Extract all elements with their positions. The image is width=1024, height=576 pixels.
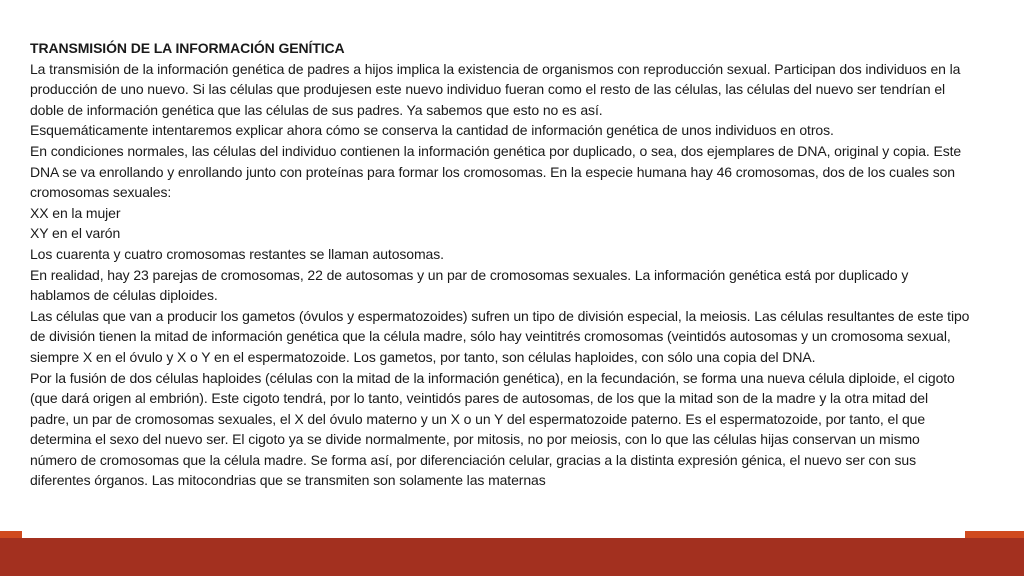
footer-accent-left <box>0 531 22 538</box>
paragraph-scheme: Esquemáticamente intentaremos explicar ahora cómo se conserva la cantidad de información genética de unos individuos en otros. <box>30 122 834 139</box>
paragraph-normal-conditions: En condiciones normales, las células del individuo contienen la información genética por duplicado, o sea, dos ejemplares de DNA, original y copia. Este DNA se va enrollando y enrollando junto con proteínas para formar los cromosomas. En la especie humana hay 46 cromosomas, dos de los cuales son cromosomas sexuales: <box>30 142 962 201</box>
slide-content <box>30 38 970 491</box>
paragraph-xx-female: XX en la mujer <box>30 204 121 221</box>
paragraph-intro: La transmisión de la información genética de padres a hijos implica la existencia de organismos con reproducción sexual. Participan dos individuos en la producción de uno nuevo. Si las células que produjesen este nuevo individuo fueran como el resto de las células, las células del nuevo ser tendrían el doble de información genética que las células de sus padres. Ya sabemos que esto no es así. <box>30 60 961 118</box>
slide-title: TRANSMISIÓN DE LA INFORMACIÓN GENÍTICA <box>30 40 345 56</box>
footer-band <box>0 538 1024 576</box>
paragraph-xy-male: XY en el varón <box>30 225 121 242</box>
paragraph-meiosis: Las células que van a producir los gametos (óvulos y espermatozoides) sufren un tipo de división especial, la meiosis. Las células resultantes de este tipo de división tienen la mitad de información genética que la célula madre, sólo hay veintitrés cromosomas (veintidós autosomas y un cromosoma sexual, siempre X en el óvulo y X o Y en el espermatozoide. Los gametos, por tanto, son células haploides, con sólo una copia del DNA. <box>30 307 970 365</box>
paragraph-diploid: En realidad, hay 23 parejas de cromosomas, 22 de autosomas y un par de cromosomas sexuales. La información genética está por duplicado y hablamos de células diploides. <box>30 266 909 304</box>
paragraph-fecundation: Por la fusión de dos células haploides (células con la mitad de la información genética), en la fecundación, se forma una nueva célula diploide, el cigoto (que dará origen al embrión). Este cigoto tendrá, por lo tanto, veintidós pares de autosomas, de los que la mitad son de la madre y la otra mitad del padre, un par de cromosomas sexuales, el X del óvulo materno y un X o un Y del espermatozoide paterno. Es el espermatozoide, por tanto, el que determina el sexo del nuevo ser. El cigoto ya se divide normalmente, por mitosis, no por meiosis, con lo que las células hijas conservan un mismo número de cromosomas que la célula madre. Se forma así, por diferenciación celular, gracias a la distinta expresión génica, el nuevo ser con sus diferentes órganos. Las mitocondrias que se transmiten son solamente las maternas <box>30 369 955 489</box>
paragraph-autosomes: Los cuarenta y cuatro cromosomas restantes se llaman autosomas. <box>30 245 444 262</box>
footer-accent-right <box>965 531 1024 538</box>
